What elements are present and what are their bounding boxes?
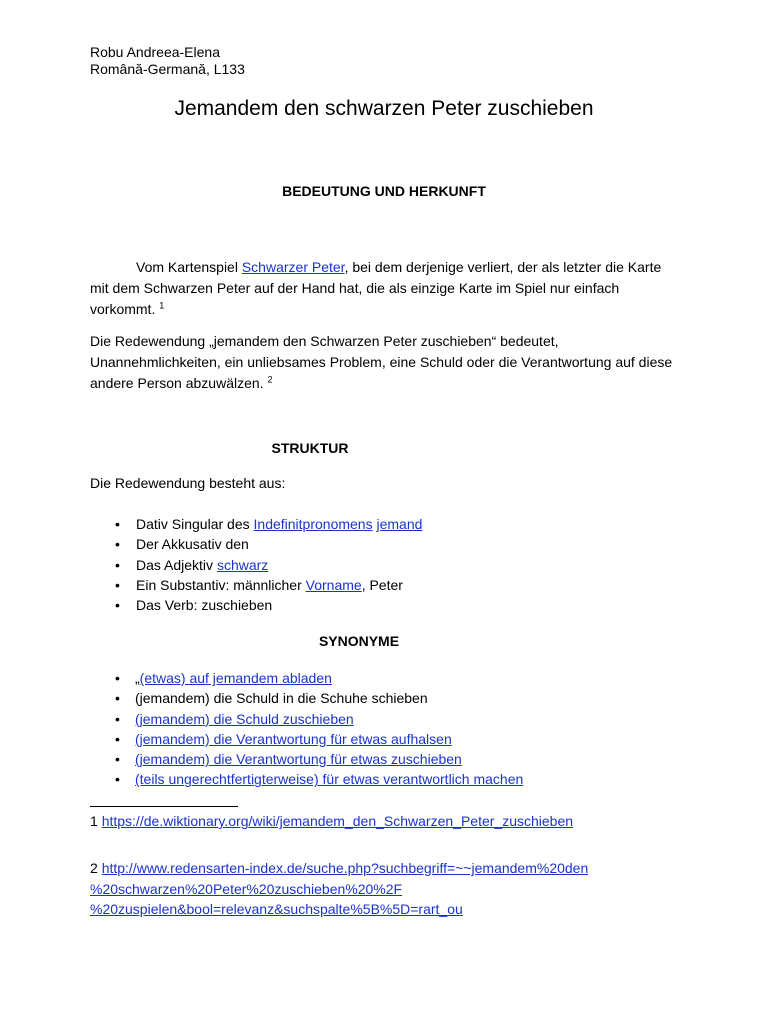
- list-item: [90, 595, 422, 615]
- synonyms-list: [90, 668, 523, 790]
- list-item: [90, 709, 523, 729]
- list-item: [90, 688, 523, 708]
- structure-intro: Die Redewendung besteht aus:: [90, 475, 286, 491]
- footnote-number: 1: [90, 813, 98, 829]
- author-course: Română-Germană, L133: [90, 61, 245, 77]
- footnote-ref-2: 2: [267, 374, 273, 385]
- author-name: Robu Andreea-Elena: [90, 44, 220, 60]
- footnote-number: 2: [90, 860, 98, 876]
- paragraph-meaning-text: Die Redewendung „jemandem den Schwarzen Peter zuschieben“ bedeutet, Unannehmlichkeiten, ein unliebsames Problem, eine Schuld oder die Verantwortung auf diese andere Person abzuwälzen.: [90, 333, 673, 391]
- heading-meaning: BEDEUTUNG UND HERKUNFT: [282, 183, 486, 199]
- footnote-2: [90, 858, 690, 920]
- footnote-link-redensarten-line3[interactable]: %20zuspielen&bool=relevanz&suchspalte%5B%5D=rart_ou: [90, 901, 463, 917]
- list-item: [90, 514, 422, 534]
- link-synonym-aufhalsen[interactable]: (jemandem) die Verantwortung für etwas aufhalsen: [135, 730, 452, 747]
- link-jemand[interactable]: jemand: [376, 516, 423, 532]
- list-item: [90, 729, 523, 749]
- author-block: [90, 44, 245, 78]
- list-item-text: Der Akkusativ den: [136, 536, 249, 553]
- list-item-text: (jemandem) die Schuld in die Schuhe schieben: [135, 690, 428, 707]
- list-item: [90, 668, 523, 688]
- list-item: [90, 769, 523, 789]
- heading-structure: STRUKTUR: [271, 440, 349, 456]
- link-synonym-schuld-zuschieben[interactable]: (jemandem) die Schuld zuschieben: [135, 710, 354, 727]
- link-schwarzer-peter[interactable]: Schwarzer Peter: [241, 259, 345, 275]
- list-item-text: „: [135, 670, 140, 686]
- link-synonym-abladen[interactable]: (etwas) auf jemandem abladen: [139, 670, 332, 686]
- list-item-text: Ein Substantiv: männlicher: [136, 576, 306, 593]
- document-title: Jemandem den schwarzen Peter zuschieben: [174, 97, 594, 120]
- link-schwarz[interactable]: schwarz: [216, 556, 269, 573]
- paragraph-origin: [90, 257, 680, 320]
- paragraph-origin-text-post: , bei dem derjenige verliert, der als letzter die Karte mit dem Schwarzen Peter auf der Hand hat, die als einzige Karte im Spiel nur einfach vorkommt.: [90, 259, 662, 317]
- footnote-link-redensarten-line2[interactable]: %20schwarzen%20Peter%20zuschieben%20%2F: [90, 880, 403, 897]
- list-item: [90, 575, 422, 595]
- structure-list: [90, 514, 422, 615]
- link-indefinitpronomens[interactable]: Indefinitpronomens: [253, 516, 373, 532]
- link-synonym-verantwortlich-machen[interactable]: (teils ungerechtfertigterweise) für etwas verantwortlich machen: [135, 771, 524, 788]
- footnote-link-wiktionary[interactable]: https://de.wiktionary.org/wiki/jemandem_den_Schwarzen_Peter_zuschieben: [101, 813, 574, 829]
- list-item-text: Das Adjektiv: [136, 556, 217, 573]
- list-item-text: Das Verb: zuschieben: [136, 597, 273, 614]
- list-item: [90, 534, 422, 554]
- heading-synonyms: SYNONYME: [318, 633, 400, 649]
- paragraph-meaning: [90, 331, 680, 394]
- paragraph-origin-text-pre: Vom Kartenspiel: [136, 259, 242, 275]
- footnote-1: [90, 811, 690, 832]
- list-item-text: , Peter: [361, 576, 403, 593]
- list-item-text: Dativ Singular des: [136, 516, 254, 532]
- footnote-link-redensarten-line1[interactable]: http://www.redensarten-index.de/suche.php?suchbegriff=~~jemandem%20den: [101, 860, 589, 876]
- footnote-separator: [90, 806, 238, 807]
- list-item: [90, 749, 523, 769]
- footnote-ref-1: 1: [159, 300, 165, 311]
- link-synonym-verantwortung-zuschieben[interactable]: (jemandem) die Verantwortung für etwas zuschieben: [135, 751, 462, 768]
- link-vorname[interactable]: Vorname: [305, 576, 362, 593]
- list-item: [90, 555, 422, 575]
